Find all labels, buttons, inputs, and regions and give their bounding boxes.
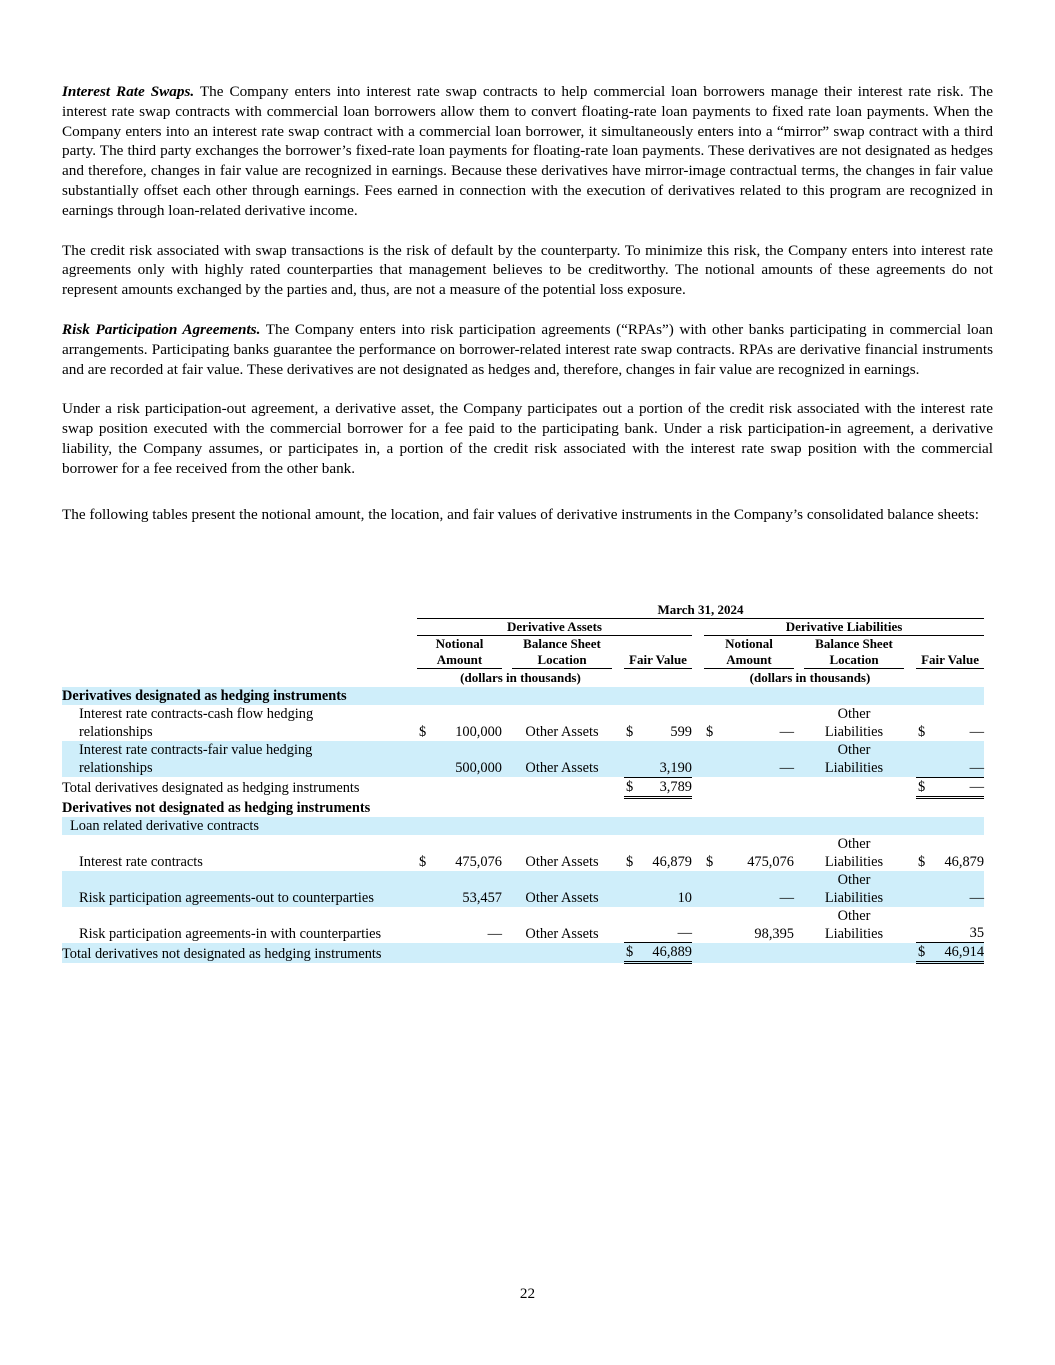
notional-amount: — bbox=[716, 741, 794, 777]
total-fair-value: 3,789 bbox=[636, 777, 692, 797]
total-row bbox=[62, 777, 984, 797]
notional-amount: 100,000 bbox=[455, 724, 502, 740]
fair-value: 3,190 bbox=[636, 741, 692, 777]
total-label: Total derivatives not designated as hedging instruments bbox=[62, 943, 417, 963]
paragraph-participation-out-in: Under a risk participation-out agreement, a derivative asset, the Company participates out a portion of the credit risk associated with the interest rate swap position executed with the commercial borrower for a fee paid to the participating bank. Under a risk participation-in agreement, a derivative liability, the Company assumes, or participates in, a portion of the credit risk associated with the interest rate swap position with the commercial borrower for a fee received from the other bank. bbox=[62, 400, 993, 477]
subsection-row bbox=[62, 817, 984, 835]
total-row bbox=[62, 943, 984, 963]
header-columns-row-2 bbox=[62, 652, 984, 669]
paragraph-table-intro: The following tables present the notional amount, the location, and fair values of derivative instruments in the Company’s consolidated balance sheets: bbox=[62, 505, 979, 523]
col-fair-value-assets: Fair Value bbox=[624, 652, 692, 669]
total-label: Total derivatives designated as hedging instruments bbox=[62, 780, 360, 796]
lead-risk-participation: Risk Participation Agreements. bbox=[62, 320, 261, 338]
currency-symbol: $ bbox=[916, 943, 928, 963]
currency-symbol: $ bbox=[916, 777, 928, 797]
notional-amount: 500,000 bbox=[432, 741, 502, 777]
section-designated-row bbox=[62, 687, 984, 705]
units-assets: (dollars in thousands) bbox=[460, 670, 581, 685]
table-row bbox=[62, 705, 984, 741]
currency-symbol: $ bbox=[419, 853, 427, 870]
notional-amount: 475,076 bbox=[747, 853, 794, 870]
balance-sheet-location: Other Assets bbox=[512, 871, 612, 907]
row-label: Interest rate contracts-fair value hedging relationships bbox=[62, 741, 417, 777]
table-row bbox=[62, 835, 984, 871]
lead-interest-rate-swaps: Interest Rate Swaps. bbox=[62, 83, 195, 100]
balance-sheet-location: Other Assets bbox=[525, 853, 599, 870]
currency-symbol: $ bbox=[624, 777, 636, 797]
currency-symbol: $ bbox=[918, 853, 926, 870]
header-group-row bbox=[62, 619, 984, 636]
balance-sheet-location: Other Liabilities bbox=[804, 741, 904, 777]
balance-sheet-location: Other Liabilities bbox=[824, 835, 884, 870]
notional-amount: — bbox=[779, 724, 794, 740]
derivative-liabilities-header: Derivative Liabilities bbox=[704, 619, 984, 636]
currency-symbol: $ bbox=[419, 724, 427, 740]
fair-value: — bbox=[928, 871, 984, 907]
units-liabilities: (dollars in thousands) bbox=[749, 670, 871, 685]
section-designated-label: Derivatives designated as hedging instruments bbox=[62, 687, 984, 705]
fair-value: 35 bbox=[928, 907, 984, 943]
paragraph-interest-rate-swaps bbox=[62, 82, 993, 221]
table-row bbox=[62, 871, 984, 907]
fair-value: — bbox=[969, 724, 985, 740]
col-fair-value-liabilities: Fair Value bbox=[916, 652, 984, 669]
fair-value: 46,879 bbox=[944, 853, 985, 870]
fair-value: 10 bbox=[636, 871, 692, 907]
paragraph-text: The Company enters into risk participation agreements (“RPAs”) with other banks participating in commercial loan arrangements. Participating banks guarantee the performance on borrower-related interest rate swap contracts. RPAs are derivative financial instruments and are recorded at fair value. These derivatives are not designated as hedges and, therefore, changes in fair value are recognized in earnings. bbox=[62, 320, 993, 378]
row-label: Risk participation agreements-out to counterparties bbox=[62, 871, 417, 907]
section-not-designated-label: Derivatives not designated as hedging instruments bbox=[62, 799, 371, 816]
table-row bbox=[62, 741, 984, 777]
currency-symbol: $ bbox=[624, 943, 636, 963]
header-columns-row-1 bbox=[62, 636, 984, 653]
header-period-row bbox=[62, 602, 984, 619]
col-amount-liabilities: Amount bbox=[704, 652, 794, 669]
paragraph-risk-participation bbox=[62, 320, 993, 379]
page-number: 22 bbox=[519, 1285, 536, 1302]
notional-amount: — bbox=[487, 925, 502, 942]
notional-amount: — bbox=[716, 871, 794, 907]
notional-amount: 475,076 bbox=[455, 853, 502, 870]
fair-value: 599 bbox=[670, 724, 692, 740]
total-fair-value: 46,914 bbox=[928, 943, 984, 963]
balance-sheet-location: Other Assets bbox=[512, 741, 612, 777]
balance-sheet-location: Other Liabilities bbox=[824, 706, 884, 740]
col-bsl-assets: Balance Sheet bbox=[523, 636, 601, 651]
balance-sheet-location: Other Liabilities bbox=[804, 871, 904, 907]
section-not-designated-row bbox=[62, 797, 984, 817]
document-body bbox=[62, 82, 993, 550]
currency-symbol: $ bbox=[918, 724, 926, 740]
paragraph-text: The Company enters into interest rate swap contracts to help commercial loan borrowers manage their interest rate risk. The interest rate swap contracts with commercial loan borrowers allow them to convert floating-rate loan payments to fixed rate loan payments. When the Company enters into an interest rate swap contract with a commercial loan borrower, it simultaneously enters into a “mirror” swap contract with a third party. The third party exchanges the borrower’s fixed-rate loan payments for floating-rate loan payments. These derivatives are not designated as hedges and therefore, changes in fair value are recognized in earnings. Because these derivatives have mirror-image contractual terms, the changes in fair value substantially offset each other through earnings. Fees earned in connection with the execution of derivatives related to this program are recognized in earnings through loan-related derivative income. bbox=[62, 83, 993, 219]
currency-symbol: $ bbox=[706, 724, 714, 740]
row-label: Interest rate contracts-cash flow hedging relationships bbox=[79, 706, 314, 740]
col-location-liabilities: Location bbox=[804, 652, 904, 669]
derivative-assets-header: Derivative Assets bbox=[417, 619, 692, 636]
total-fair-value: — bbox=[928, 777, 984, 797]
balance-sheet-location: Other Assets bbox=[525, 925, 599, 942]
currency-symbol: $ bbox=[626, 724, 634, 740]
table-row bbox=[62, 907, 984, 943]
currency-symbol: $ bbox=[626, 853, 634, 870]
notional-amount: 98,395 bbox=[754, 925, 794, 942]
col-location-assets: Location bbox=[512, 652, 612, 669]
currency-symbol: $ bbox=[706, 853, 714, 870]
fair-value: — bbox=[928, 741, 984, 777]
balance-sheet-location: Other Liabilities bbox=[824, 907, 884, 942]
fair-value: 46,879 bbox=[652, 853, 692, 870]
row-label: Risk participation agreements-in with counterparties bbox=[79, 925, 382, 942]
subsection-label: Loan related derivative contracts bbox=[62, 817, 984, 835]
col-amount-assets: Amount bbox=[417, 652, 502, 669]
derivatives-table bbox=[62, 602, 984, 964]
header-units-row bbox=[62, 669, 984, 688]
col-notional-assets: Notional bbox=[435, 636, 484, 651]
notional-amount: 53,457 bbox=[432, 871, 502, 907]
col-notional-liabilities: Notional bbox=[725, 636, 773, 651]
total-fair-value: 46,889 bbox=[636, 943, 692, 963]
paragraph-credit-risk: The credit risk associated with swap transactions is the risk of default by the counterparty. To minimize this risk, the Company enters into interest rate agreements only with highly rated counterparties that management believes to be creditworthy. The notional amounts of these agreements do not represent amounts exchanged by the parties and, thus, are not a measure of the potential loss exposure. bbox=[62, 241, 993, 299]
period-header: March 31, 2024 bbox=[417, 602, 984, 619]
fair-value: — bbox=[636, 907, 692, 943]
balance-sheet-location: Other Assets bbox=[525, 724, 599, 740]
col-bsl-liabilities: Balance Sheet bbox=[815, 636, 893, 651]
row-label: Interest rate contracts bbox=[79, 853, 203, 870]
